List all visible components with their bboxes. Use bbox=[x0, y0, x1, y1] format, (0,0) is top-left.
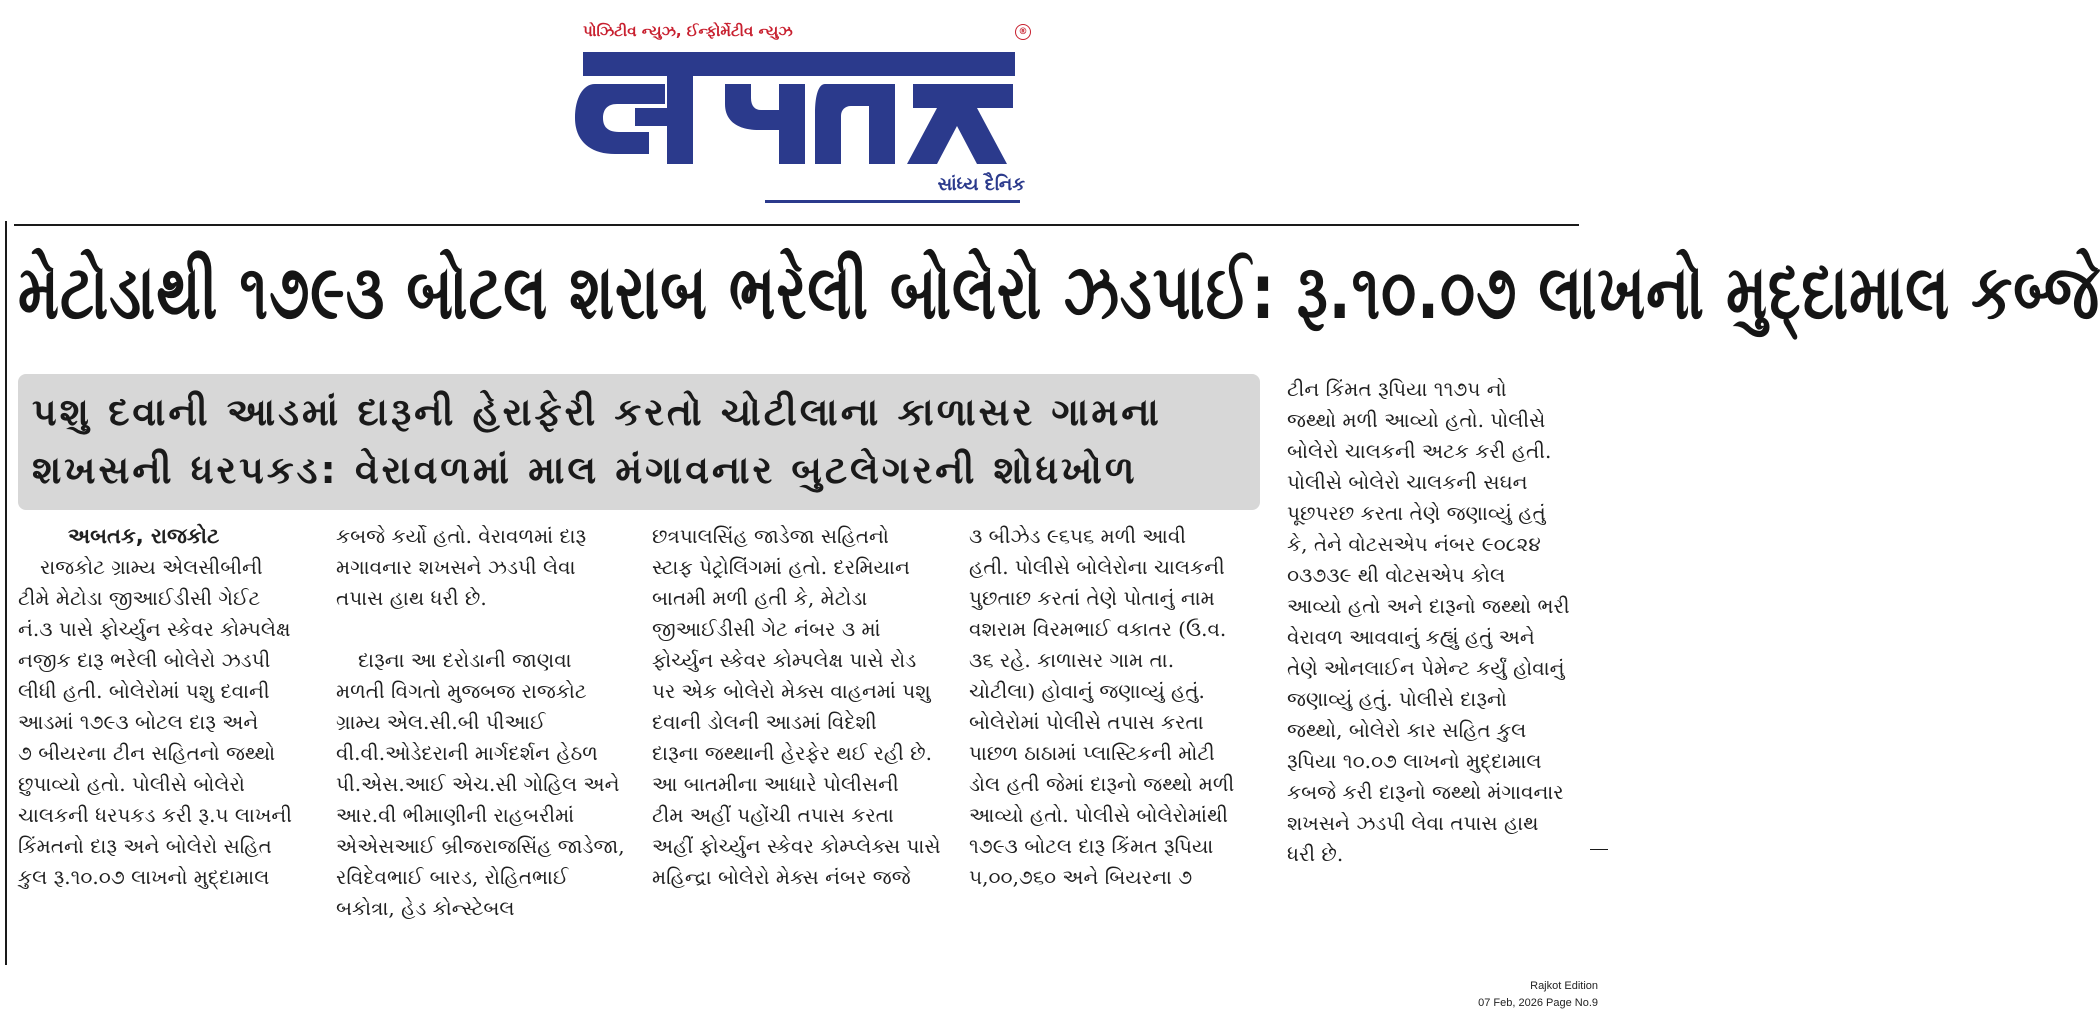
column-line: ગ્રામ્ય એલ.સી.બી પીઆઈ bbox=[336, 710, 546, 734]
article-column-2 bbox=[336, 521, 628, 924]
column-line: પાછળ ઠાઠામાં પ્લાસ્ટિકની મોટી bbox=[969, 741, 1215, 765]
column-line: રાજકોટ ગ્રામ્ય એલસીબીની bbox=[40, 555, 263, 579]
column-line: ૫,૦૦,૭૬૦ અને બિયરના ૭ bbox=[969, 865, 1193, 889]
column-line: ડોલ હતી જેમાં દારૂનો જથ્થો મળી bbox=[969, 772, 1235, 796]
column-line: આર.વી ભીમાણીની રાહબરીમાં bbox=[336, 803, 575, 827]
subheadline-box bbox=[18, 374, 1260, 510]
column-line: આડમાં ૧૭૯૩ બોટલ દારૂ અને bbox=[18, 710, 259, 734]
column-line: પોલીસે બોલેરો ચાલકની સઘન bbox=[1287, 470, 1528, 494]
column-line: છુપાવ્યો હતો. પોલીસે બોલેરો bbox=[18, 772, 245, 796]
masthead-subtitle: સાંધ્ય દૈનિક bbox=[937, 174, 1025, 195]
column-line: બકોત્રા, હેડ કોન્સ્ટેબલ bbox=[336, 896, 515, 920]
masthead bbox=[575, 18, 1028, 208]
edition-name: Rajkot Edition bbox=[1530, 980, 1598, 992]
column-line: વશરામ વિરમભાઈ વકાતર (ઉ.વ. bbox=[969, 617, 1227, 641]
column-line: દારૂના જથ્થાની હેરફેર થઈ રહી છે. bbox=[652, 741, 932, 765]
column-line: આવ્યો હતો. પોલીસે બોલેરોમાંથી bbox=[969, 803, 1229, 827]
column-line: જીઆઈડીસી ગેટ નંબર ૩ માં bbox=[652, 617, 881, 641]
column-line: ચાલકની ધરપકડ કરી રૂ.૫ લાખની bbox=[18, 803, 293, 827]
column-line: વી.વી.ઓડેદરાની માર્ગદર્શન હેઠળ bbox=[336, 741, 598, 765]
column-line: કબજે કર્યો હતો. વેરાવળમાં દારૂ bbox=[336, 524, 587, 548]
column-line: રૂપિયા ૧૦.૦૭ લાખનો મુદ્દામાલ bbox=[1287, 749, 1542, 773]
article-column-1 bbox=[18, 521, 310, 893]
column-line: મગાવનાર શખસને ઝડપી લેવા bbox=[336, 555, 576, 579]
column-line: બાતમી મળી હતી કે, મેટોડા bbox=[652, 586, 868, 610]
article-column-4 bbox=[969, 521, 1261, 893]
registered-mark: ® bbox=[1015, 24, 1031, 40]
column-line: તપાસ હાથ ધરી છે. bbox=[336, 586, 487, 610]
column-line: એએસઆઈ બ્રીજરાજસિંહ જાડેજા, bbox=[336, 834, 625, 858]
masthead-underline bbox=[765, 200, 1020, 203]
column-line: જણાવ્યું હતું. પોલીસે દારૂનો bbox=[1287, 687, 1507, 711]
column-line: શખસને ઝડપી લેવા તપાસ હાથ bbox=[1287, 811, 1539, 835]
column-line: ચોટીલા) હોવાનું જણાવ્યું હતું. bbox=[969, 679, 1205, 703]
edition-info bbox=[1398, 978, 1598, 1012]
column-line: ૭ બીયરના ટીન સહિતનો જથ્થો bbox=[18, 741, 276, 765]
column-line: બોલેરોમાં પોલીસે તપાસ કરતા bbox=[969, 710, 1204, 734]
column-line: ૩૬ રહે. કાળાસર ગામ તા. bbox=[969, 648, 1175, 672]
left-rule bbox=[5, 221, 7, 965]
subheadline-line-1: પશુ દવાની આડમાં દારૂની હેરાફેરી કરતો ચોટીલાના કાળાસર ગામના bbox=[32, 390, 1162, 434]
subheadline-line-2: શખસની ધરપકડ: વેરાવળમાં માલ મંગાવનાર બુટલેગરની શોધખોળ bbox=[32, 448, 1138, 492]
column-line: રવિદેવભાઈ બારડ, રોહિતભાઈ bbox=[336, 865, 569, 889]
column-line: કિંમતનો દારૂ અને બોલેરો સહિત bbox=[18, 834, 272, 858]
article-column-3 bbox=[652, 521, 944, 893]
column-line: ફોર્ચ્યુન સ્કેવર કોમ્પલેક્ષ પાસે રોડ bbox=[652, 648, 917, 672]
right-tick-mark bbox=[1590, 849, 1608, 850]
column-line: અહીં ફોર્ચ્યુન સ્કેવર કોમ્પ્લેક્સ પાસે bbox=[652, 834, 941, 858]
column-line: જથ્થો મળી આવ્યો હતો. પોલીસે bbox=[1287, 408, 1546, 432]
column-line: કુલ રૂ.૧૦.૦૭ લાખનો મુદ્દામાલ bbox=[18, 865, 270, 889]
column-line: બોલેરો ચાલકની અટક કરી હતી. bbox=[1287, 439, 1552, 463]
column-line: જથ્થો, બોલેરો કાર સહિત કુલ bbox=[1287, 718, 1527, 742]
column-line: તેણે ઓનલાઈન પેમેન્ટ કર્યું હોવાનું bbox=[1287, 656, 1565, 680]
column-line: ટીન કિંમત રૂપિયા ૧૧૭૫ નો bbox=[1287, 377, 1507, 401]
column-line: પુછતાછ કરતાં તેણે પોતાનું નામ bbox=[969, 586, 1215, 610]
column-line: આવ્યો હતો અને દારૂનો જથ્થો ભરી bbox=[1287, 594, 1570, 618]
column-line bbox=[336, 614, 628, 645]
edition-date-page: 07 Feb, 2026 Page No.9 bbox=[1478, 997, 1598, 1009]
dateline: અબતક, રાજકોટ bbox=[68, 524, 220, 548]
newspaper-logo bbox=[575, 44, 1025, 172]
column-line: કે, તેને વોટસએપ નંબર ૯૦૮૨૪ bbox=[1287, 532, 1541, 556]
column-line: મળતી વિગતો મુજબજ રાજકોટ bbox=[336, 679, 587, 703]
main-headline: મેટોડાથી ૧૭૯૩ બોટલ શરાબ ભરેલી બોલેરો ઝડપાઈ: રૂ.૧૦.૦૭ લાખનો મુદ્દામાલ કબ્જે bbox=[18, 247, 2100, 337]
column-line: પી.એસ.આઈ એચ.સી ગોહિલ અને bbox=[336, 772, 620, 796]
column-line: હતી. પોલીસે બોલેરોના ચાલકની bbox=[969, 555, 1225, 579]
column-line: ધરી છે. bbox=[1287, 842, 1344, 866]
column-line: નજીક દારૂ ભરેલી બોલેરો ઝડપી bbox=[18, 648, 271, 672]
column-line: નં.૩ પાસે ફોર્ચ્યુન સ્કેવર કોમ્પલેક્ષ bbox=[18, 617, 291, 641]
column-line: સ્ટાફ પેટ્રોલિંગમાં હતો. દરમિયાન bbox=[652, 555, 910, 579]
column-line: આ બાતમીના આધારે પોલીસની bbox=[652, 772, 899, 796]
column-line: વેરાવળ આવવાનું કહ્યું હતું અને bbox=[1287, 625, 1535, 649]
column-line: દારૂના આ દરોડાની જાણવા bbox=[358, 648, 572, 672]
column-line: પર એક બોલેરો મેક્સ વાહનમાં પશુ bbox=[652, 679, 931, 703]
column-line: છત્રપાલસિંહ જાડેજા સહિતનો bbox=[652, 524, 889, 548]
column-line: પૂછપરછ કરતા તેણે જણાવ્યું હતું bbox=[1287, 501, 1546, 525]
column-line: કબજે કરી દારૂનો જથ્થો મંગાવનાર bbox=[1287, 780, 1564, 804]
column-line: મહિન્દ્રા બોલેરો મેક્સ નંબર જજે bbox=[652, 865, 911, 889]
column-line: ૩ બીઝેડ ૯૬૫૬ મળી આવી bbox=[969, 524, 1187, 548]
column-line: લીધી હતી. બોલેરોમાં પશુ દવાની bbox=[18, 679, 270, 703]
column-line: ૦૩૭૩૯ થી વોટસએપ કોલ bbox=[1287, 563, 1506, 587]
masthead-tagline: પોઝિટીવ ન્યુઝ, ઈન્ફોર્મેટીવ ન્યુઝ bbox=[583, 22, 793, 40]
column-line: ૧૭૯૩ બોટલ દારૂ કિંમત રૂપિયા bbox=[969, 834, 1214, 858]
column-line: ટીમે મેટોડા જીઆઈડીસી ગેઈટ bbox=[18, 586, 261, 610]
column-line: દવાની ડોલની આડમાં વિદેશી bbox=[652, 710, 877, 734]
article-column-5 bbox=[1287, 374, 1579, 870]
column-line: ટીમ અહીં પહોંચી તપાસ કરતા bbox=[652, 803, 894, 827]
